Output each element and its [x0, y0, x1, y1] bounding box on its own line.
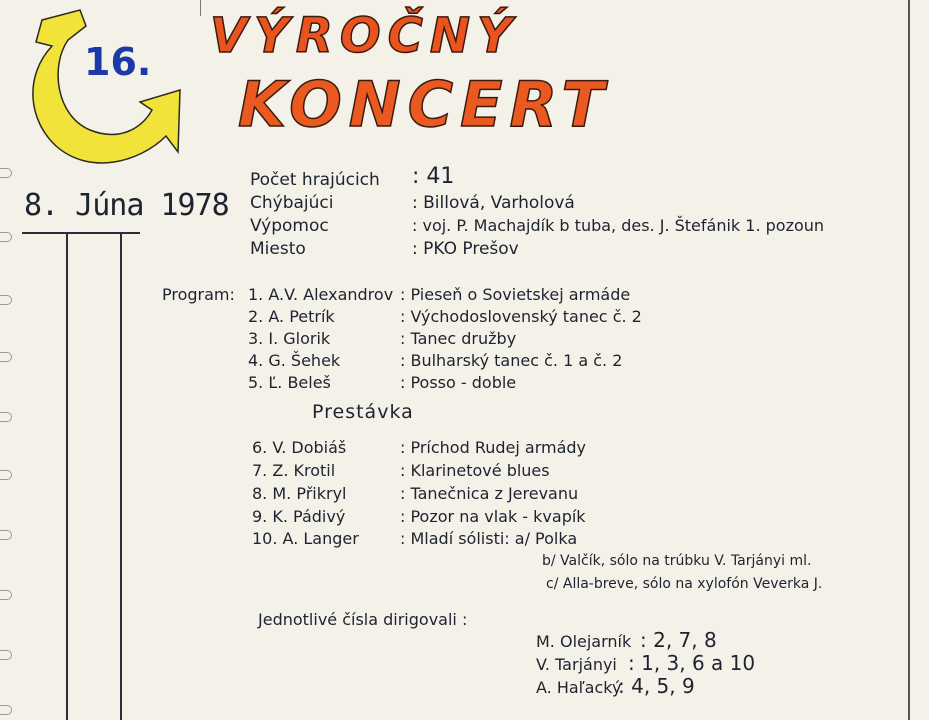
- info-value: : 41: [412, 164, 455, 189]
- info-label: Výpomoc: [250, 216, 329, 236]
- piece: : Mladí sólisti: a/ Polka: [400, 529, 578, 548]
- title-line1: VÝROČNÝ: [210, 8, 519, 64]
- margin-line: [66, 232, 68, 720]
- ring: [0, 232, 12, 242]
- ring: [0, 352, 12, 362]
- conductor-name: V. Tarjányi: [536, 655, 617, 674]
- program-label: Program:: [162, 285, 235, 304]
- conductor-pieces: : 1, 3, 6 a 10: [628, 651, 756, 675]
- composer: 10. A. Langer: [252, 529, 359, 548]
- ring: [0, 295, 12, 305]
- sub-item-c: c/ Alla-breve, sólo na xylofón Veverka J.: [546, 576, 823, 592]
- ring: [0, 705, 12, 715]
- intermission: Prestávka: [312, 401, 414, 423]
- ring: [0, 412, 12, 422]
- right-margin-line: [908, 0, 910, 720]
- ring: [0, 530, 12, 540]
- piece: : Pozor na vlak - kvapík: [400, 507, 586, 526]
- piece: : Posso - doble: [400, 373, 517, 392]
- ring: [0, 650, 12, 660]
- piece: : Východoslovenský tanec č. 2: [400, 307, 642, 326]
- info-value: : voj. P. Machajdík b tuba, des. J. Štefánik 1. pozoun: [412, 216, 825, 235]
- info-label: Chýbajúci: [250, 193, 334, 213]
- composer: 8. M. Přikryl: [252, 484, 347, 503]
- ring: [0, 168, 12, 178]
- concert-number: 16.: [84, 40, 152, 84]
- composer: 2. A. Petrík: [248, 307, 335, 326]
- title-line2: KONCERT: [238, 68, 611, 141]
- composer: 4. G. Šehek: [248, 351, 341, 370]
- top-tick: [200, 0, 201, 16]
- conductor-name: A. Haľacký: [536, 678, 622, 697]
- composer: 3. I. Glorik: [248, 329, 331, 348]
- composer: 7. Z. Krotil: [252, 461, 336, 480]
- conductors-heading: Jednotlivé čísla dirigovali :: [258, 610, 468, 629]
- conductor-name: M. Olejarník: [536, 632, 632, 651]
- margin-line: [120, 232, 122, 720]
- composer: 1. A.V. Alexandrov: [248, 285, 394, 304]
- yellow-arrow-logo: [20, 6, 210, 196]
- divider: [22, 232, 140, 234]
- composer: 9. K. Pádivý: [252, 507, 346, 526]
- info-value: : Billová, Varholová: [412, 193, 575, 213]
- piece: : Tanečnica z Jerevanu: [400, 484, 579, 503]
- conductor-pieces: : 2, 7, 8: [640, 628, 717, 652]
- sub-item-b: b/ Valčík, sólo na trúbku V. Tarjányi ml.: [542, 553, 812, 569]
- info-value: : PKO Prešov: [412, 239, 519, 259]
- conductor-pieces: : 4, 5, 9: [618, 674, 695, 698]
- composer: 6. V. Dobiáš: [252, 438, 347, 457]
- piece: : Bulharský tanec č. 1 a č. 2: [400, 351, 623, 370]
- info-label: Miesto: [250, 239, 306, 259]
- piece: : Klarinetové blues: [400, 461, 550, 480]
- concert-date: 8. Júna 1978: [24, 188, 229, 223]
- ring: [0, 590, 12, 600]
- info-label: Počet hrajúcich: [250, 170, 380, 190]
- composer: 5. Ľ. Beleš: [248, 373, 331, 392]
- piece: : Príchod Rudej armády: [400, 438, 587, 457]
- piece: : Tanec družby: [400, 329, 517, 348]
- piece: : Pieseň o Sovietskej armáde: [400, 285, 631, 304]
- ring: [0, 470, 12, 480]
